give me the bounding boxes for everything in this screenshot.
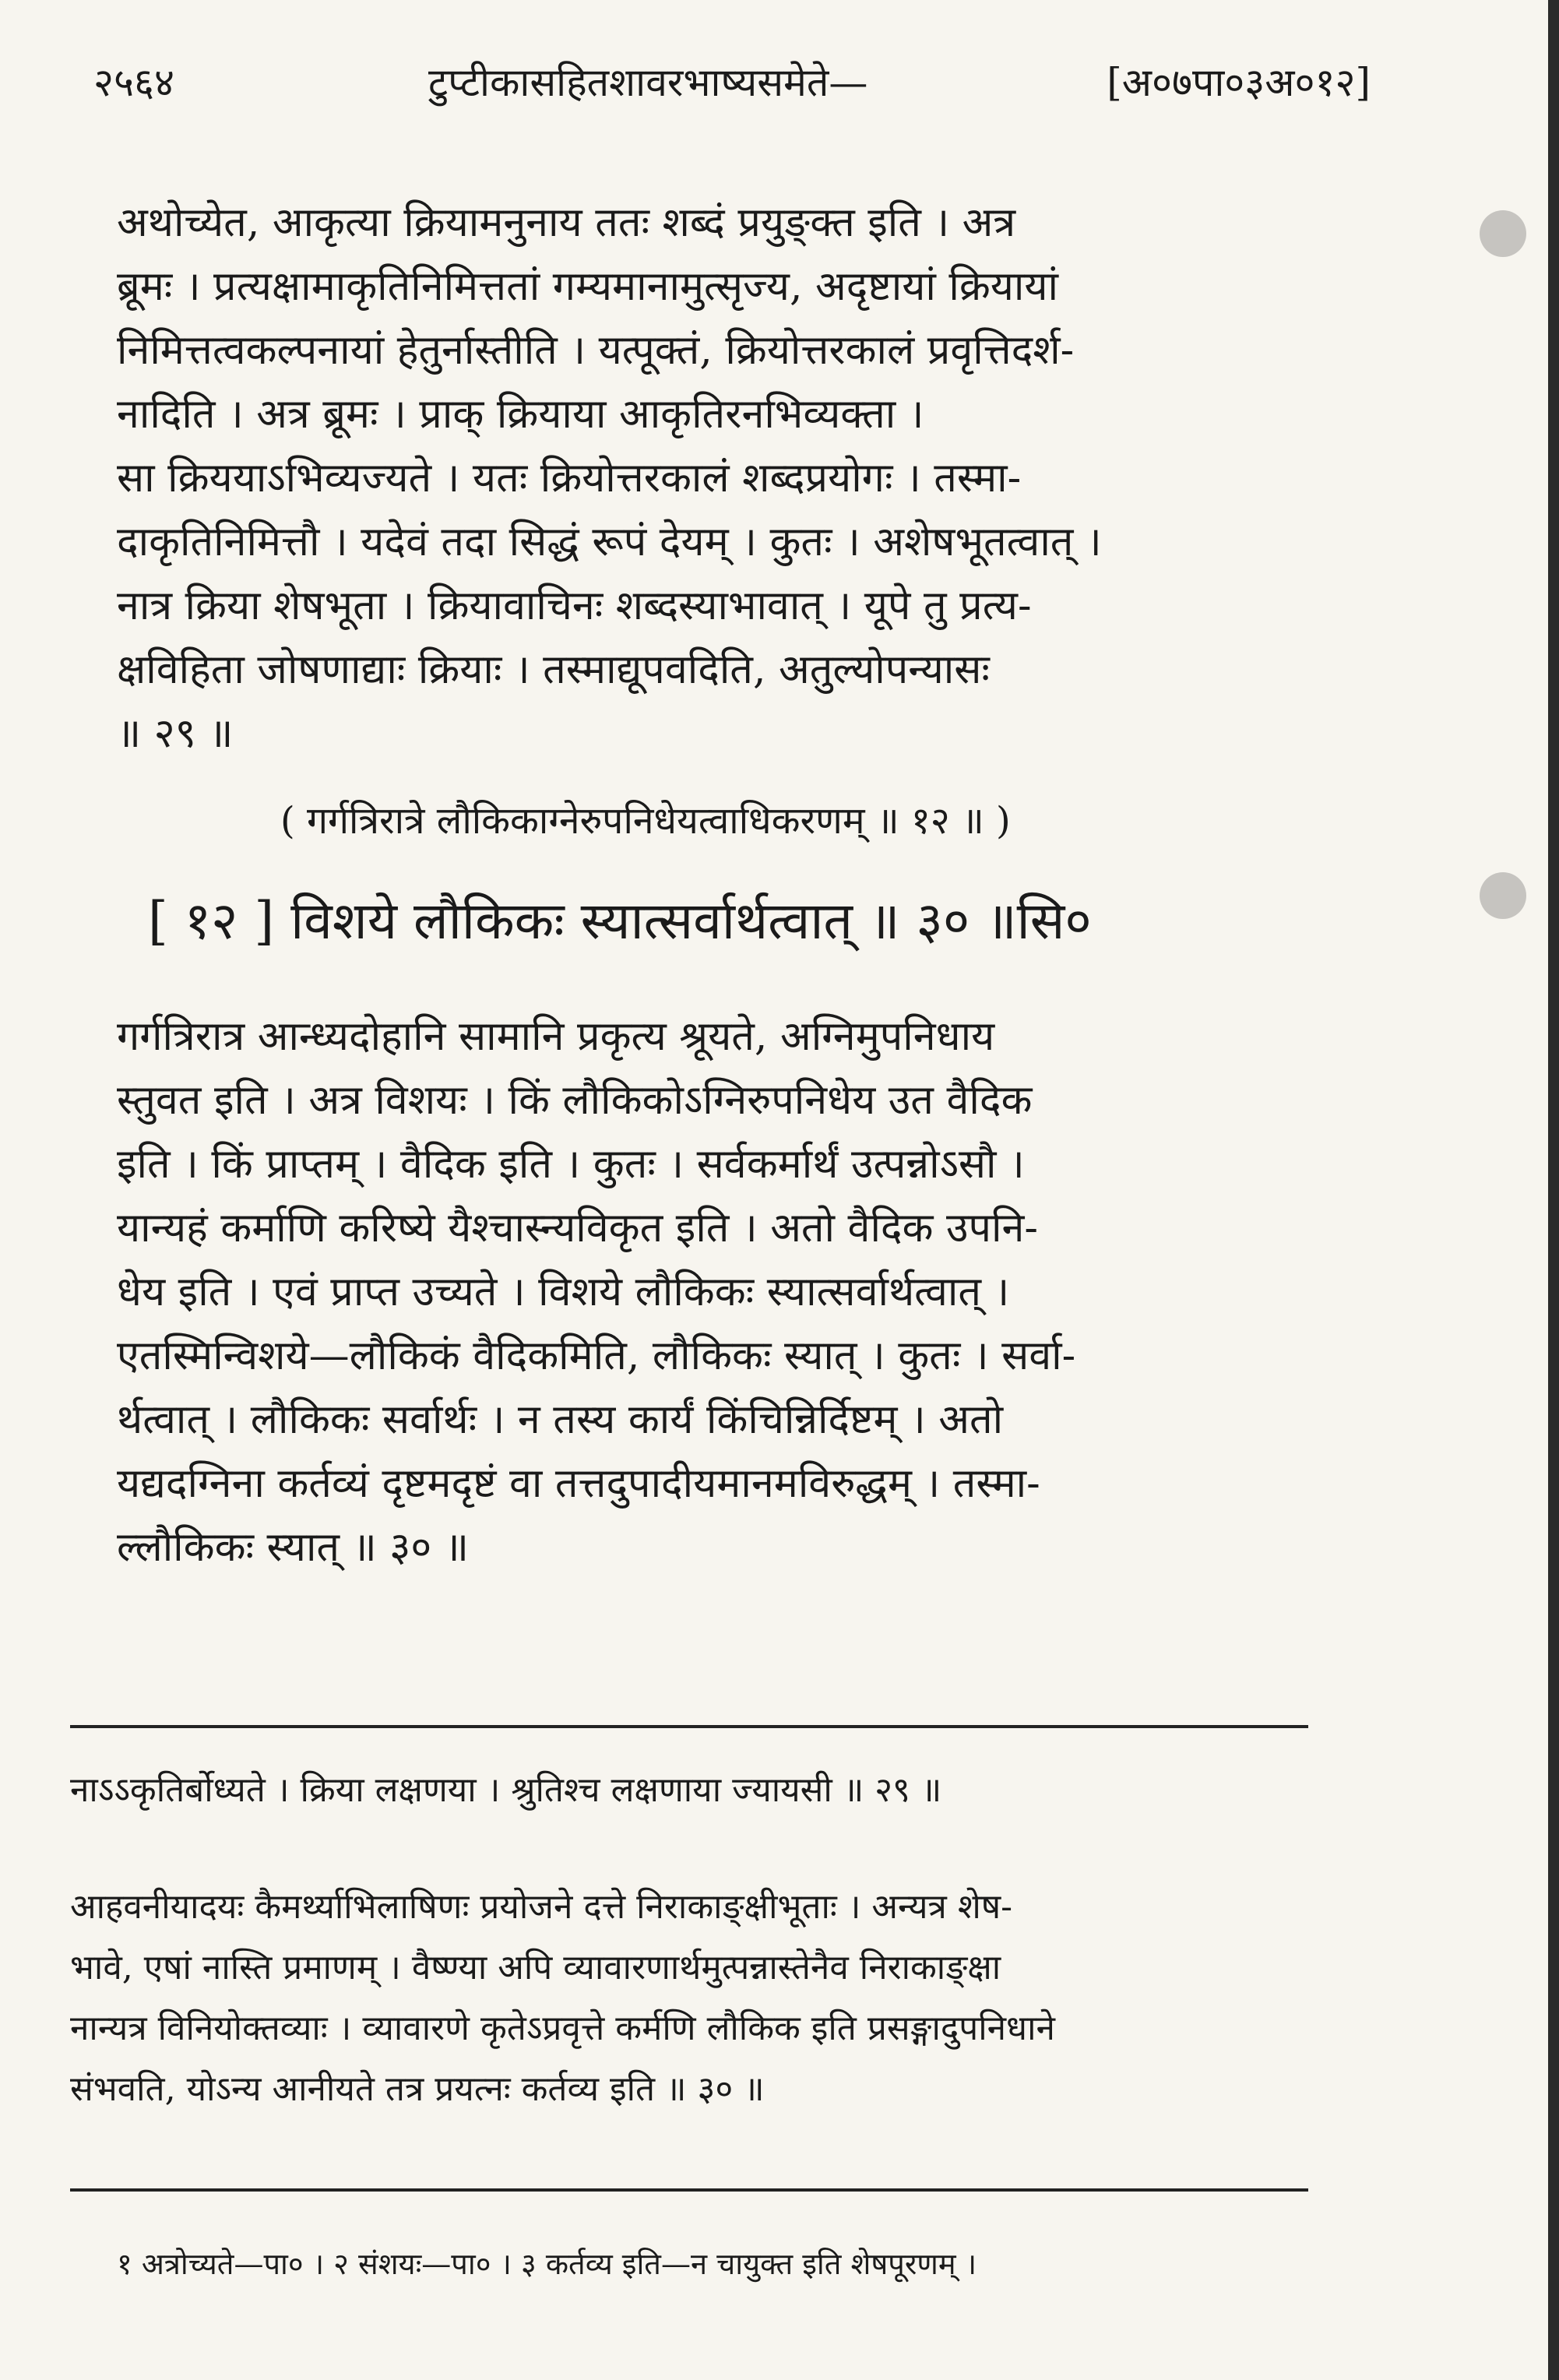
text-line: नात्र क्रिया शेषभूता । क्रियावाचिनः शब्दस्याभावात् । यूपे तु प्रत्य- xyxy=(117,583,1032,629)
running-title: टुप्टीकासहितशावरभाष्यसमेते— xyxy=(428,60,868,105)
text-line: इति । किं प्राप्तम् । वैदिक इति । कुतः । सर्वकर्मार्थं उत्पन्नोऽसौ । xyxy=(117,1141,1025,1188)
text-line: नाऽऽकृतिर्बोध्यते । क्रिया लक्षणया । श्रुतिश्च लक्षणाया ज्यायसी ॥ २९ ॥ xyxy=(70,1770,942,1810)
text-line: एतस्मिन्विशये—लौकिकं वैदिकमिति, लौकिकः स्यात् । कुतः । सर्वा- xyxy=(117,1333,1076,1379)
text-line: ल्लौकिकः स्यात् ॥ ३० ॥ xyxy=(117,1524,470,1571)
commentary-two xyxy=(70,1877,1316,2120)
separator-rule xyxy=(70,1725,1308,1728)
scan-smudge xyxy=(1480,210,1526,257)
text-line: ॥ २९ ॥ xyxy=(117,710,234,757)
scan-smudge xyxy=(1480,872,1526,919)
text-line: सा क्रिययाऽभिव्यज्यते । यतः क्रियोत्तरकालं शब्दप्रयोगः । तस्मा- xyxy=(117,455,1022,502)
text-line: धेय इति । एवं प्राप्त उच्यते । विशये लौकिकः स्यात्सर्वार्थत्वात् । xyxy=(117,1269,1010,1315)
text-line: र्थत्वात् । लौकिकः सर्वार्थः । न तस्य कार्यं किंचिन्निर्दिष्टम् । अतो xyxy=(117,1396,1004,1443)
section-reference: [अ०७पा०३अ०१२] xyxy=(1107,60,1371,105)
text-line: संभवति, योऽन्य आनीयते तत्र प्रयत्नः कर्तव्य इति ॥ ३० ॥ xyxy=(70,2069,765,2109)
scan-edge xyxy=(1548,0,1559,2380)
text-line: यान्यहं कर्माणि करिष्ये यैश्चास्न्यविकृत इति । अतो वैदिक उपनि- xyxy=(117,1205,1038,1252)
text-line: अथोच्येत, आकृत्या क्रियामनुनाय ततः शब्दं प्रयुङ्क्त इति । अत्र xyxy=(117,199,1016,246)
separator-rule xyxy=(70,2188,1308,2192)
text-line: नान्यत्र विनियोक्तव्याः । व्यावारणे कृतेऽप्रवृत्ते कर्मणि लौकिक इति प्रसङ्गादुपनिधाने xyxy=(70,2009,1055,2048)
text-line: निमित्तत्वकल्पनायां हेतुर्नास्तीति । यत्पूक्तं, क्रियोत्तरकालं प्रवृत्तिदर्श- xyxy=(117,327,1075,374)
page-header xyxy=(93,47,1371,132)
text-line: गर्गत्रिरात्र आन्ध्यदोहानि सामानि प्रकृत्य श्रूयते, अग्निमुपनिधाय xyxy=(117,1013,995,1060)
page-number: २५६४ xyxy=(93,60,174,105)
text-line: यद्यदग्निना कर्तव्यं दृष्टमदृष्टं वा तत्तदुपादीयमानमविरुद्धम् । तस्मा- xyxy=(117,1460,1040,1507)
text-line: भावे, एषां नास्ति प्रमाणम् । वैष्ण्या अपि व्यावारणार्थमुत्पन्नास्तेनैव निराकाङ्क्षा xyxy=(70,1948,1001,1987)
commentary-one xyxy=(70,1760,1316,1821)
text-line: ब्रूमः । प्रत्यक्षामाकृतिनिमित्ततां गम्यमानामुत्सृज्य, अदृष्टायां क्रियायां xyxy=(117,263,1059,310)
sutra-line: [ १२ ] विशये लौकिकः स्यात्सर्वार्थत्वात् ॥ ३० ॥सि० xyxy=(148,891,1092,951)
section-heading: ( गर्गत्रिरात्रे लौकिकाग्नेरुपनिधेयत्वाधिकरणम् ॥ १२ ॥ ) xyxy=(280,799,1011,843)
text-line: नादिति । अत्र ब्रूमः । प्राक् क्रियाया आकृतिरनभिव्यक्ता । xyxy=(117,391,924,438)
text-line: आहवनीयादयः कैमर्थ्याभिलाषिणः प्रयोजने दत्ते निराकाङ्क्षीभूताः । अन्यत्र शेष- xyxy=(70,1887,1013,1927)
text-line: स्तुवत इति । अत्र विशयः । किं लौकिकोऽग्निरुपनिधेय उत वैदिक xyxy=(117,1077,1033,1124)
footnotes: १ अत्रोच्यते—पा० । २ संशयः—पा० । ३ कर्तव्य इति—न चायुक्त इति शेषपूरणम् । xyxy=(117,2247,977,2281)
text-line: दाकृतिनिमित्तौ । यदेवं तदा सिद्धं रूपं देयम् । कुतः । अशेषभूतत्वात् । xyxy=(117,519,1102,565)
text-line: क्षविहिता जोषणाद्याः क्रियाः । तस्माद्यूपवदिति, अतुल्योपन्यासः xyxy=(117,646,990,693)
body-top-paragraph xyxy=(117,191,1316,766)
body-main-paragraph xyxy=(117,1005,1316,1579)
